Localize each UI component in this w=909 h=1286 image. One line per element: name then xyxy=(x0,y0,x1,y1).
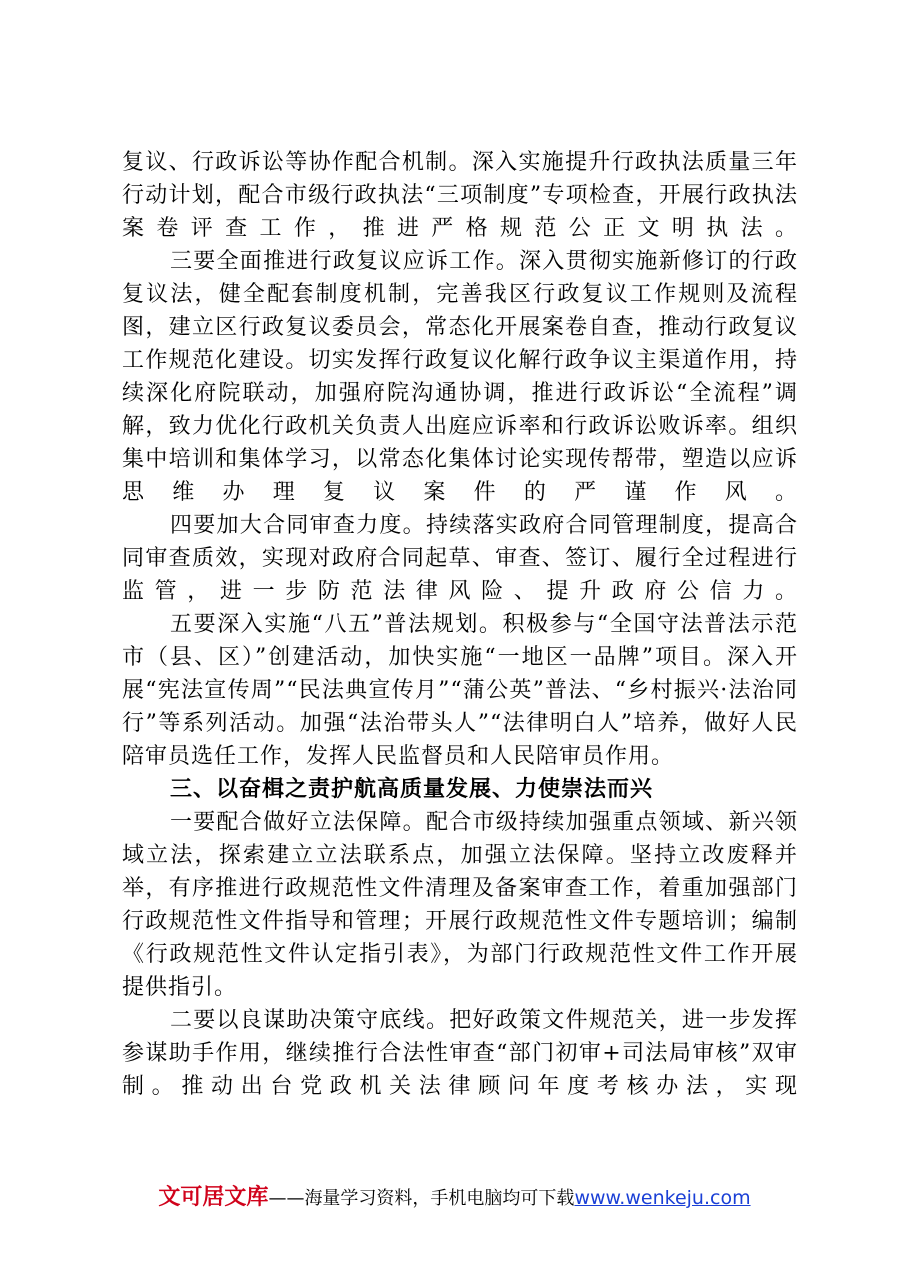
paragraph-legislation: 一要配合做好立法保障。配合市级持续加强重点领域、新兴领域立法，探索建立立法联系点，加强立法保障。坚持立改废释并举，有序推进行政规范性文件清理及备案审查工作，着重加强部门行政规范性文件指导和管理；开展行政规范性文件专题培训；编制《行政规范性文件认定指引表》，为部门行政规范性文件工作开展提供指引。 xyxy=(122,810,798,1000)
footer-url-link[interactable]: www.wenkeju.com xyxy=(574,1187,751,1209)
footer-tagline: ——海量学习资料，手机电脑均可下载 xyxy=(268,1188,575,1209)
paragraph-continuation: 复议、行政诉讼等协作配合机制。深入实施提升行政执法质量三年行动计划，配合市级行政执法“三项制度”专项检查，开展行政执法案卷评查工作，推进严格规范公正文明执法。 xyxy=(122,150,798,241)
paragraph-administrative-review: 三要全面推进行政复议应诉工作。深入贯彻实施新修订的行政复议法，健全配套制度机制，完善我区行政复议工作规则及流程图，建立区行政复议委员会，常态化开展案卷自查，推动行政复议工作规范化建设。切实发挥行政复议化解行政争议主渠道作用，持续深化府院联动，加强府院沟通协调，推进行政诉讼“全流程”调解，致力优化行政机关负责人出庭应诉率和行政诉讼败诉率。组织集中培训和集体学习，以常态化集体讨论实现传帮带，塑造以应诉思维办理复议案件的严谨作风。 xyxy=(122,249,798,505)
paragraph-legal-education: 五要深入实施“八五”普法规划。积极参与“全国守法普法示范市（县、区）”创建活动，加快实施“一地区一品牌”项目。深入开展“宪法宣传周”“民法典宣传月”“蒲公英”普法、“乡村振兴·法治同行”等系列活动。加强“法治带头人”“法律明白人”培养，做好人民陪审员选任工作，发挥人民监督员和人民陪审员作用。 xyxy=(122,612,798,769)
footer-brand: 文可居文库 xyxy=(158,1185,269,1210)
paragraph-decision-support: 二要以良谋助决策守底线。把好政策文件规范关，进一步发挥参谋助手作用，继续推行合法性审查“部门初审+司法局审核”双审制。推动出台党政机关法律顾问年度考核办法，实现 xyxy=(122,1008,798,1099)
document-body xyxy=(122,146,798,1103)
page-footer xyxy=(0,1180,909,1211)
paragraph-contract-review: 四要加大合同审查力度。持续落实政府合同管理制度，提高合同审查质效，实现对政府合同起草、审查、签订、履行全过程进行监管，进一步防范法律风险、提升政府公信力。 xyxy=(122,513,798,604)
section-heading-three: 三、以奋楫之责护航高质量发展、力使崇法而兴 xyxy=(170,777,654,802)
